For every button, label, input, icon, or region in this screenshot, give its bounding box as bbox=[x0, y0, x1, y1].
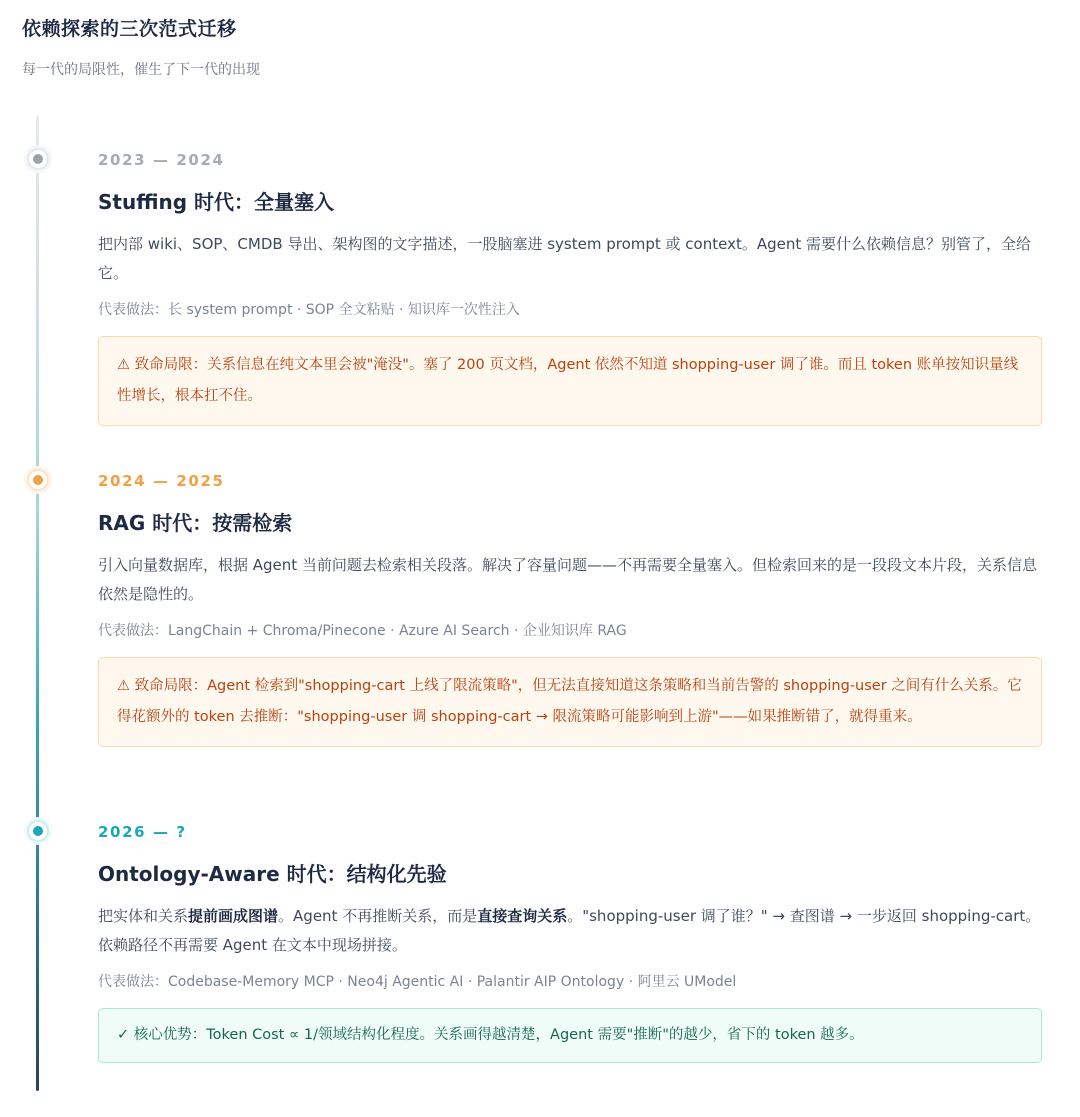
desc-emphasis: 直接查询关系 bbox=[477, 907, 568, 925]
era-rag bbox=[98, 471, 1042, 747]
era-years: 2026 — ? bbox=[98, 823, 187, 841]
timeline-dot-rag bbox=[27, 469, 49, 491]
desc-text: 把实体和关系 bbox=[98, 907, 189, 925]
era-representative-practices: 代表做法：长 system prompt · SOP 全文粘贴 · 知识库一次性注入 bbox=[98, 302, 520, 318]
timeline-dot-stuffing bbox=[27, 148, 49, 170]
limitation-callout: ⚠ 致命局限：Agent 检索到"shopping-cart 上线了限流策略"，但无法直接知道这条策略和当前告警的 shopping-user 之间有什么关系。它得花额外的 token 去推断："shopping-user 调 shopping-cart → 限流策略可能影响到上游"——如果推断错了，就得重来。 bbox=[98, 657, 1042, 747]
era-description: 把内部 wiki、SOP、CMDB 导出、架构图的文字描述，一股脑塞进 system prompt 或 context。Agent 需要什么依赖信息？别管了，全给它。 bbox=[98, 235, 1032, 282]
desc-text: 。Agent 不再推断关系，而是 bbox=[278, 907, 478, 925]
era-title: Stuffing 时代：全量塞入 bbox=[98, 190, 335, 214]
era-title: Ontology-Aware 时代：结构化先验 bbox=[98, 862, 447, 886]
limitation-callout: ⚠ 致命局限：关系信息在纯文本里会被"淹没"。塞了 200 页文档，Agent 依然不知道 shopping-user 调了谁。而且 token 账单按知识量线性增长，根本扛不住。 bbox=[98, 336, 1042, 426]
era-years: 2024 — 2025 bbox=[98, 472, 225, 490]
advantage-callout: ✓ 核心优势：Token Cost ∝ 1/领域结构化程度。关系画得越清楚，Agent 需要"推断"的越少，省下的 token 越多。 bbox=[98, 1008, 1042, 1063]
timeline-line bbox=[36, 116, 39, 1091]
desc-emphasis: 提前画成图谱 bbox=[188, 907, 279, 925]
page-subtitle: 每一代的局限性，催生了下一代的出现 bbox=[22, 62, 260, 78]
page-title: 依赖探索的三次范式迁移 bbox=[22, 18, 237, 40]
era-ontology-aware bbox=[98, 822, 1042, 1063]
era-description: 引入向量数据库，根据 Agent 当前问题去检索相关段落。解决了容量问题——不再需要全量塞入。但检索回来的是一段段文本片段，关系信息依然是隐性的。 bbox=[98, 556, 1037, 603]
era-representative-practices: 代表做法：LangChain + Chroma/Pinecone · Azure AI Search · 企业知识库 RAG bbox=[98, 623, 627, 639]
era-description bbox=[98, 902, 1042, 960]
desc-text: 。"shopping-user 调了谁？" → 查图谱 → 一步返回 shopping-cart。依赖路径不再需要 Agent 在文本中现场拼接。 bbox=[98, 907, 1041, 954]
era-years: 2023 — 2024 bbox=[98, 151, 225, 169]
era-stuffing bbox=[98, 150, 1042, 426]
era-representative-practices: 代表做法：Codebase-Memory MCP · Neo4j Agentic AI · Palantir AIP Ontology · 阿里云 UModel bbox=[98, 974, 737, 990]
timeline-dot-ontology bbox=[27, 820, 49, 842]
era-title: RAG 时代：按需检索 bbox=[98, 511, 293, 535]
